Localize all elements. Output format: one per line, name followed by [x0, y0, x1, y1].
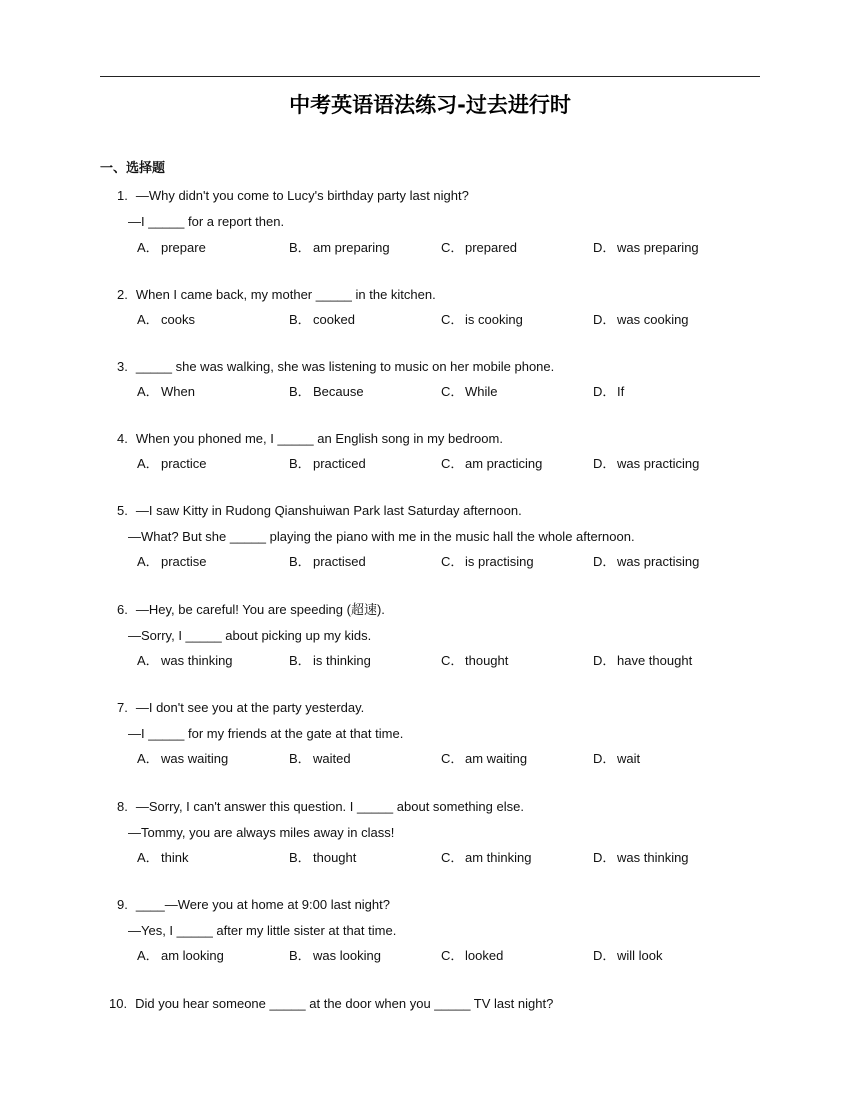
answer-option[interactable] [137, 554, 207, 570]
option-letter: A． [137, 751, 159, 766]
option-text: was practicing [617, 456, 700, 471]
option-text: was waiting [161, 751, 229, 766]
option-letter: B． [289, 312, 311, 327]
question-dialogue-line: —What? But she _____ playing the piano with me in the music hall the whole afternoon. [128, 529, 635, 544]
answer-option[interactable] [441, 850, 531, 866]
question-text: —Hey, be careful! You are speeding (超速). [135, 602, 385, 617]
question-number: 1. [117, 188, 128, 203]
option-letter: B． [289, 554, 311, 569]
option-letter: C． [441, 384, 464, 399]
option-letter: C． [441, 456, 464, 471]
option-letter: B． [289, 850, 311, 865]
question-dialogue-line: —Sorry, I _____ about picking up my kids. [128, 628, 372, 643]
answer-option[interactable] [593, 384, 624, 400]
answer-option[interactable] [593, 554, 699, 570]
question-number: 6. [117, 602, 128, 617]
option-letter: A． [137, 653, 159, 668]
question-stem [117, 700, 364, 716]
option-text: will look [617, 948, 663, 963]
question-stem [117, 799, 524, 815]
answer-option[interactable] [441, 240, 517, 256]
question-text: —Sorry, I can't answer this question. I _____ about something else. [135, 799, 524, 814]
answer-option[interactable] [137, 312, 195, 328]
option-text: cooked [313, 312, 355, 327]
question-number: 5. [117, 503, 128, 518]
answer-option[interactable] [289, 312, 355, 328]
option-text: thought [313, 850, 357, 865]
answer-option[interactable] [441, 456, 542, 472]
option-text: practiced [313, 456, 366, 471]
option-letter: D． [593, 384, 616, 399]
option-text: thought [465, 653, 509, 668]
question-text: When you phoned me, I _____ an English song in my bedroom. [135, 431, 503, 446]
answer-option[interactable] [441, 653, 508, 669]
option-letter: D． [593, 751, 616, 766]
question-number: 10. [109, 996, 128, 1011]
answer-option[interactable] [593, 240, 699, 256]
option-text: was thinking [161, 653, 233, 668]
answer-option[interactable] [137, 751, 228, 767]
document-title: 中考英语语法练习-过去进行时 [289, 93, 571, 117]
answer-option[interactable] [593, 312, 689, 328]
option-letter: D． [593, 312, 616, 327]
option-letter: B． [289, 240, 311, 255]
option-letter: B． [289, 751, 311, 766]
option-text: am practicing [465, 456, 543, 471]
option-text: wait [617, 751, 641, 766]
option-text: is cooking [465, 312, 523, 327]
question-text: _____ she was walking, she was listening to music on her mobile phone. [135, 359, 555, 374]
question-stem [117, 359, 554, 375]
question-text: —I saw Kitty in Rudong Qianshuiwan Park last Saturday afternoon. [135, 503, 522, 518]
option-text: prepare [161, 240, 206, 255]
option-text: was preparing [617, 240, 699, 255]
option-letter: C． [441, 653, 464, 668]
question-dialogue-line: —I _____ for a report then. [128, 214, 285, 229]
option-letter: A． [137, 948, 159, 963]
question-number: 3. [117, 359, 128, 374]
option-text: practised [313, 554, 366, 569]
question-text: —Why didn't you come to Lucy's birthday party last night? [135, 188, 469, 203]
question-stem [117, 287, 436, 303]
question-stem [117, 431, 503, 447]
option-text: was thinking [617, 850, 689, 865]
option-text: practise [161, 554, 207, 569]
answer-option[interactable] [137, 384, 195, 400]
answer-option[interactable] [289, 384, 364, 400]
answer-option[interactable] [289, 240, 390, 256]
question-text: When I came back, my mother _____ in the kitchen. [135, 287, 436, 302]
option-text: was cooking [617, 312, 689, 327]
option-letter: C． [441, 554, 464, 569]
question-stem [117, 602, 385, 618]
option-letter: C． [441, 312, 464, 327]
option-letter: D． [593, 554, 616, 569]
option-text: looked [465, 948, 504, 963]
answer-option[interactable] [137, 948, 224, 964]
answer-option[interactable] [593, 751, 640, 767]
option-text: am preparing [313, 240, 390, 255]
option-letter: A． [137, 456, 159, 471]
option-text: Because [313, 384, 364, 399]
option-letter: B． [289, 384, 311, 399]
answer-option[interactable] [289, 850, 356, 866]
option-text: am thinking [465, 850, 532, 865]
answer-option[interactable] [137, 653, 233, 669]
question-number: 9. [117, 897, 128, 912]
answer-option[interactable] [137, 850, 188, 866]
question-text: Did you hear someone _____ at the door when you _____ TV last night? [135, 996, 554, 1011]
question-stem [109, 996, 553, 1012]
option-text: When [161, 384, 195, 399]
option-letter: C． [441, 240, 464, 255]
header-rule [100, 76, 760, 77]
question-number: 2. [117, 287, 128, 302]
answer-option[interactable] [593, 948, 663, 964]
answer-option[interactable] [441, 312, 523, 328]
section-heading: 一、选择题 [100, 161, 166, 176]
option-text: am waiting [465, 751, 528, 766]
answer-option[interactable] [289, 948, 381, 964]
question-number: 7. [117, 700, 128, 715]
answer-option[interactable] [289, 456, 366, 472]
option-text: cooks [161, 312, 195, 327]
option-text: While [465, 384, 498, 399]
option-letter: D． [593, 240, 616, 255]
option-text: practice [161, 456, 207, 471]
answer-option[interactable] [593, 653, 692, 669]
question-stem [117, 503, 522, 519]
option-text: prepared [465, 240, 518, 255]
option-letter: A． [137, 554, 159, 569]
option-text: was practising [617, 554, 700, 569]
answer-option[interactable] [137, 456, 207, 472]
option-letter: C． [441, 850, 464, 865]
answer-option[interactable] [441, 554, 534, 570]
option-text: If [617, 384, 625, 399]
answer-option[interactable] [441, 948, 503, 964]
option-text: am looking [161, 948, 224, 963]
answer-option[interactable] [289, 554, 366, 570]
question-stem [117, 897, 390, 913]
answer-option[interactable] [441, 751, 527, 767]
option-letter: A． [137, 384, 159, 399]
question-number: 8. [117, 799, 128, 814]
option-letter: B． [289, 653, 311, 668]
answer-option[interactable] [289, 653, 371, 669]
option-letter: C． [441, 751, 464, 766]
option-text: think [161, 850, 189, 865]
option-letter: A． [137, 240, 159, 255]
option-letter: C． [441, 948, 464, 963]
option-letter: D． [593, 653, 616, 668]
question-stem [117, 188, 469, 204]
question-dialogue-line: —Tommy, you are always miles away in class! [128, 825, 395, 840]
answer-option[interactable] [593, 850, 689, 866]
question-number: 4. [117, 431, 128, 446]
option-text: is thinking [313, 653, 371, 668]
option-letter: D． [593, 456, 616, 471]
question-dialogue-line: —I _____ for my friends at the gate at that time. [128, 726, 404, 741]
option-text: is practising [465, 554, 534, 569]
question-dialogue-line: —Yes, I _____ after my little sister at that time. [128, 923, 397, 938]
question-text: —I don't see you at the party yesterday. [135, 700, 365, 715]
option-letter: D． [593, 948, 616, 963]
question-text: ____—Were you at home at 9:00 last night? [135, 897, 390, 912]
option-text: waited [313, 751, 351, 766]
option-letter: A． [137, 850, 159, 865]
answer-option[interactable] [593, 456, 699, 472]
answer-option[interactable] [441, 384, 498, 400]
option-text: have thought [617, 653, 693, 668]
option-letter: D． [593, 850, 616, 865]
option-text: was looking [313, 948, 381, 963]
answer-option[interactable] [137, 240, 206, 256]
option-letter: A． [137, 312, 159, 327]
option-letter: B． [289, 948, 311, 963]
answer-option[interactable] [289, 751, 351, 767]
option-letter: B． [289, 456, 311, 471]
